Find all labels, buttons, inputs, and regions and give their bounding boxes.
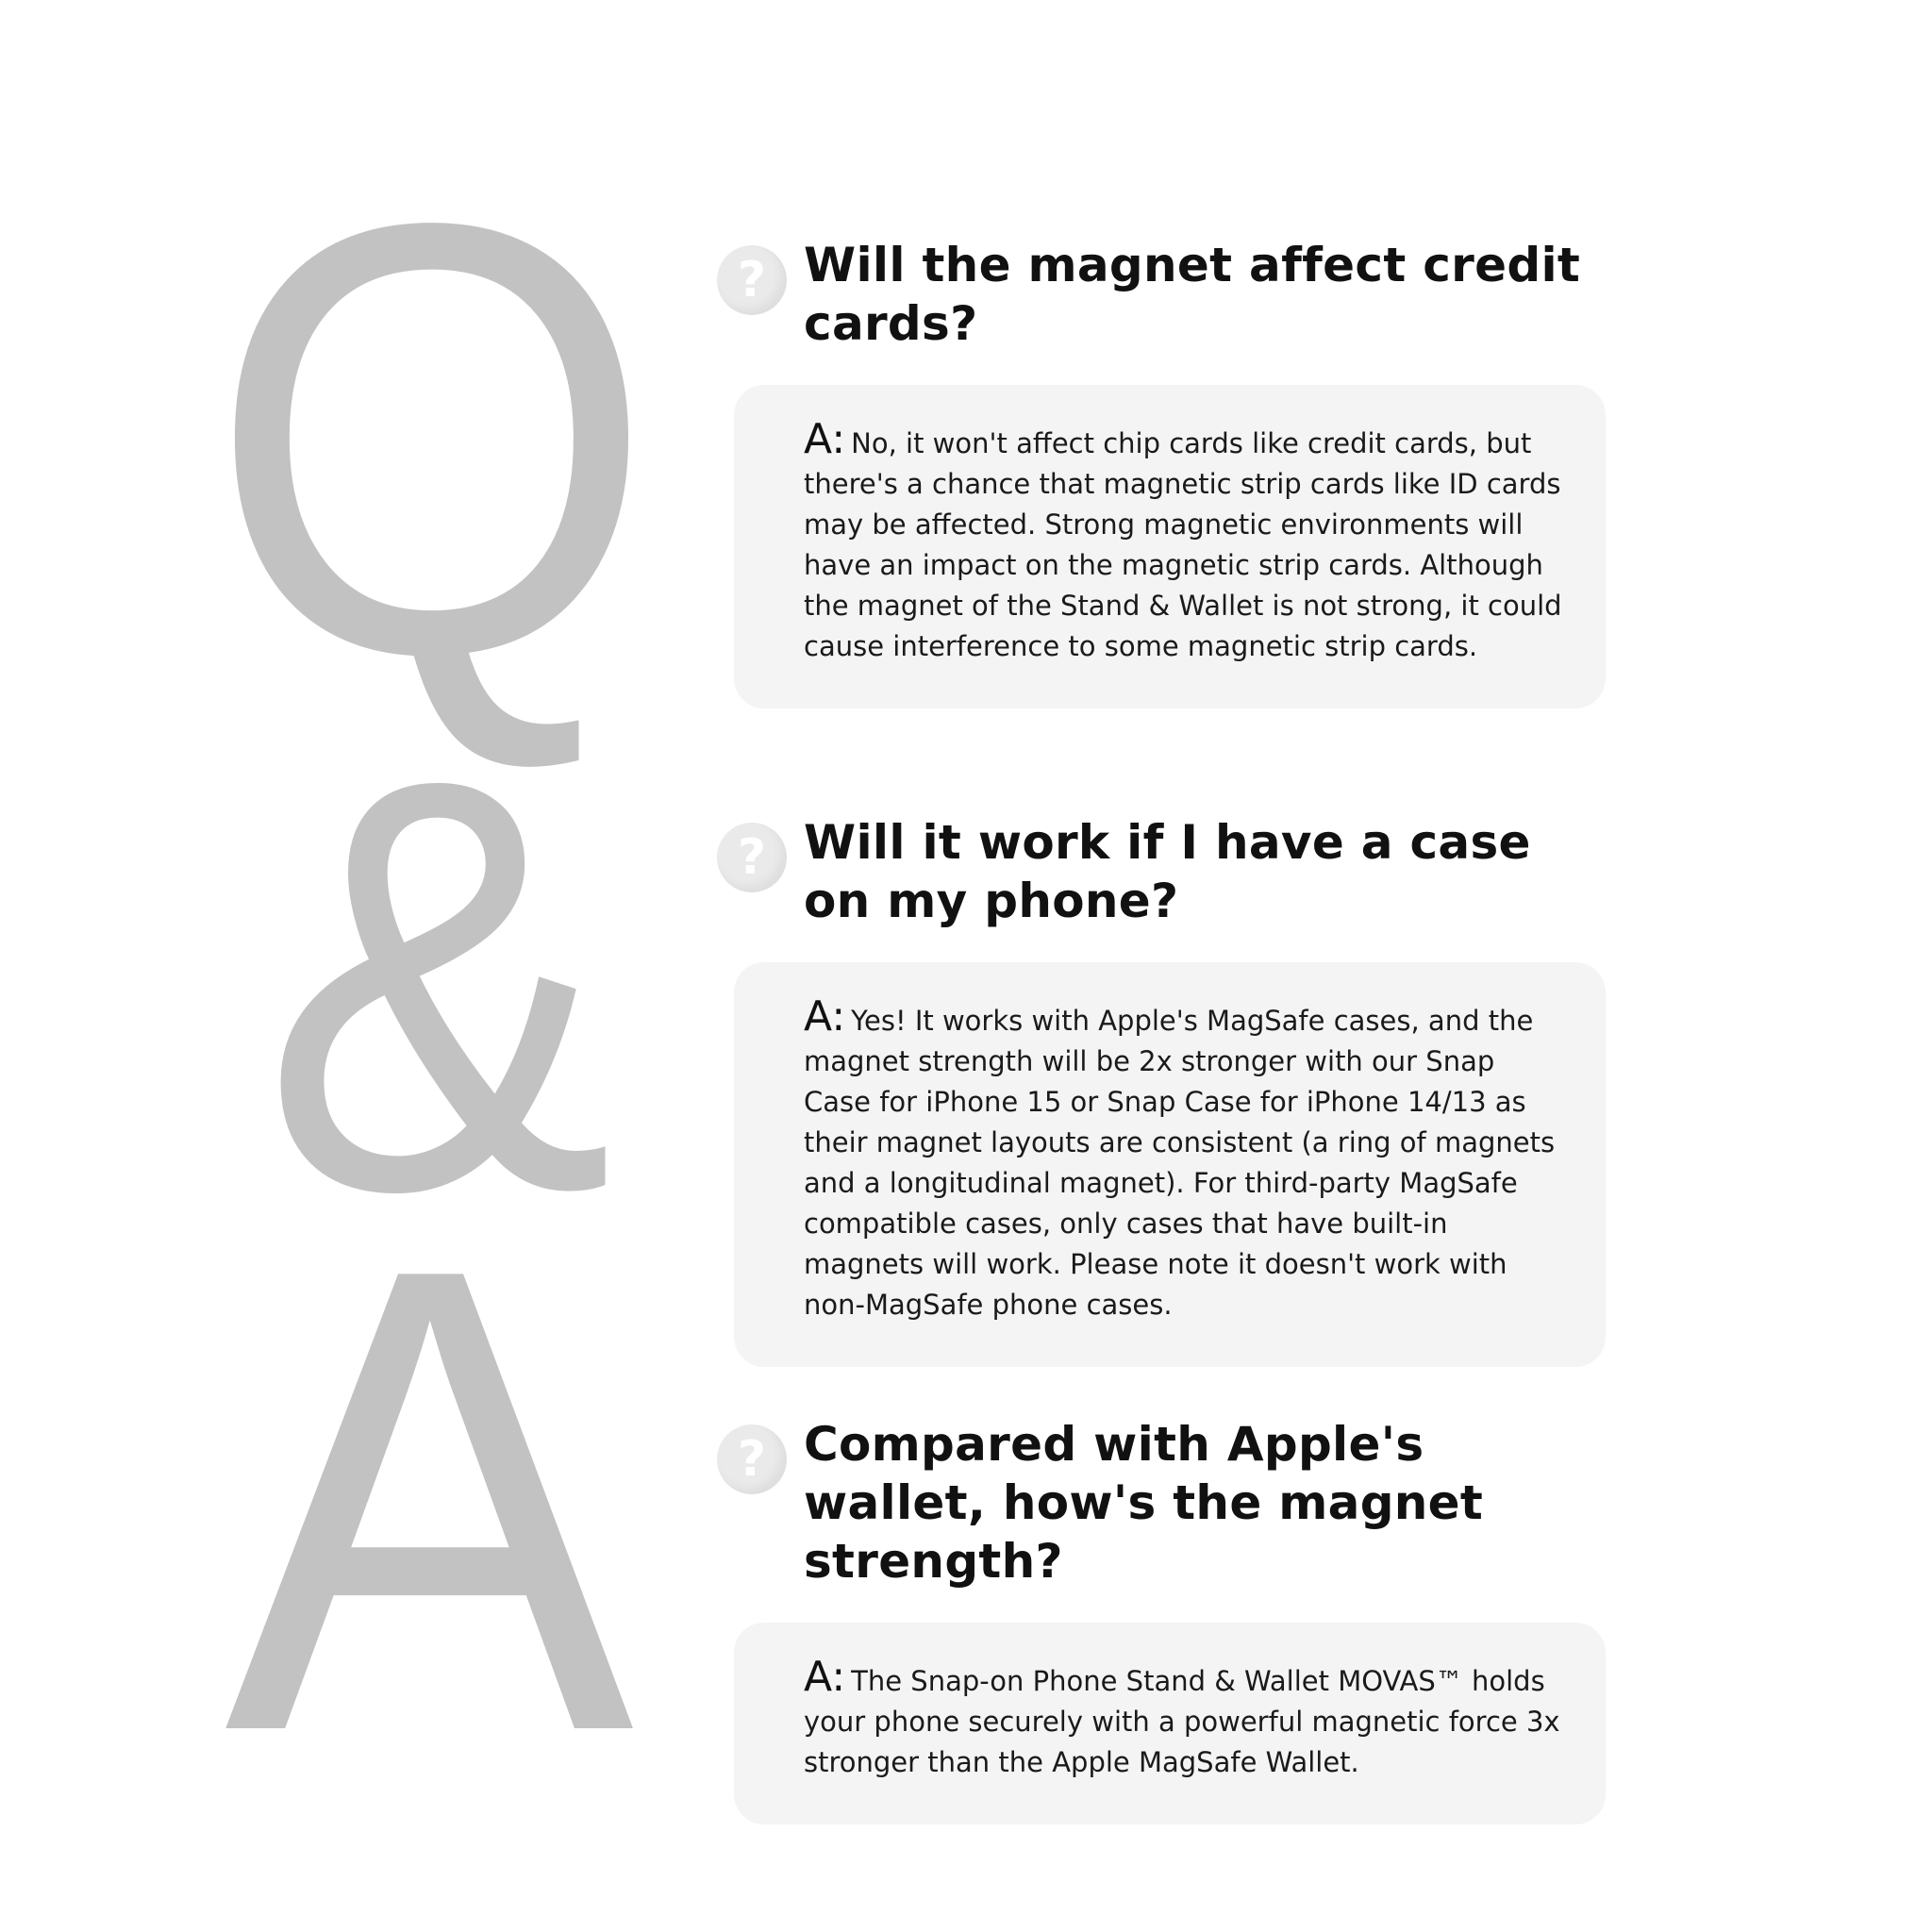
answer-card bbox=[734, 1623, 1606, 1824]
answer-body: Yes! It works with Apple's MagSafe cases, and the magnet strength will be 2x stronger with our Snap Case for iPhone 15 or Snap Case for iPhone 14/13 as their magnet layouts are consistent (a ring of magnets and a longitudinal magnet). For third-party MagSafe compatible cases, only cases that have built-in magnets will work. Please note it doesn't work with non-MagSafe phone cases. bbox=[804, 1005, 1556, 1321]
answer-text bbox=[804, 992, 1568, 1325]
answer-text bbox=[804, 1653, 1568, 1783]
question-title: Will the magnet affect credit cards? bbox=[804, 238, 1581, 351]
answer-card bbox=[734, 962, 1606, 1367]
question-icon: ? bbox=[717, 823, 787, 892]
question-row bbox=[717, 1415, 1604, 1591]
answer-body: No, it won't affect chip cards like credit cards, but there's a chance that magnetic strip cards like ID cards may be affected. Strong magnetic environments will have an impact on the magnetic strip cards. Although the magnet of the Stand & Wallet is not strong, it could cause interference to some magnetic strip cards. bbox=[804, 427, 1562, 662]
answer-card bbox=[734, 385, 1606, 708]
answer-prefix: A: bbox=[804, 992, 846, 1041]
answer-prefix: A: bbox=[804, 1653, 846, 1701]
answer-prefix: A: bbox=[804, 415, 846, 463]
decorative-letter-q: Q bbox=[208, 96, 657, 781]
qa-item-1 bbox=[717, 236, 1604, 708]
qa-item-2 bbox=[717, 813, 1604, 1367]
question-title: Compared with Apple's wallet, how's the magnet strength? bbox=[804, 1417, 1484, 1589]
question-title: Will it work if I have a case on my phone? bbox=[804, 815, 1531, 928]
decorative-letter-a: A bbox=[225, 1131, 635, 1869]
answer-text bbox=[804, 415, 1568, 667]
qa-item-3 bbox=[717, 1415, 1604, 1824]
question-icon: ? bbox=[717, 1424, 787, 1494]
question-row bbox=[717, 813, 1604, 930]
decorative-ampersand: & bbox=[262, 659, 614, 1312]
question-icon: ? bbox=[717, 245, 787, 315]
question-row bbox=[717, 236, 1604, 353]
answer-body: The Snap-on Phone Stand & Wallet MOVAS™ holds your phone securely with a powerful magnetic force 3x stronger than the Apple MagSafe Wallet. bbox=[804, 1665, 1560, 1778]
